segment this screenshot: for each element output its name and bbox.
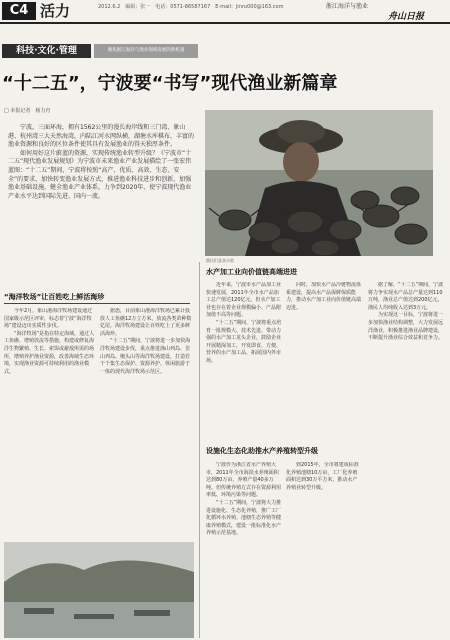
column-paragraph: 为实现这一目标，宁波将进一步加快渔业结构调整，大力发展远洋渔业，积极推进渔业品牌建设，不断提升渔业综合效益和竞争力。: [368, 312, 444, 342]
fisherman-photo: [205, 110, 433, 256]
article-column: [368, 282, 444, 638]
column-paragraph: “海洋牧场”是指在特定海域，通过人工鱼礁、增殖放流等措施，构建或修复海洋生物繁殖、生长、索饵或避敌所需的场所，增殖养护渔业资源，改善海域生态环境，实现渔业资源可持续利用的渔业模式。: [4, 330, 95, 375]
lead-paragraph: 宁波，三面环海，拥有1562公里的漫长海岸线和三门湾、象山港、杭州湾三大天然海湾，内陆江河水网纵横，湖塘水库棋布，丰富的渔业资源和良好的区位条件使其具有发展渔业的得天独厚条件。: [8, 124, 195, 149]
section-title: 水产加工业向价值链高端进进: [206, 268, 297, 276]
coast-photo: [4, 542, 194, 638]
column-paragraph: 近年来，宁波市水产品加工业快速发展，2011年全市水产品加工总产值达120亿元。但水产加工业也存在着企业规模偏小、产品附加值不高等问题。: [206, 282, 282, 319]
article-column: [206, 282, 282, 442]
section-name: 活力: [40, 2, 71, 20]
column-paragraph: “十二五”期间，宁波将大力推进设施化、生态化养殖，推广工厂化循环水养殖、池塘生态养殖等健康养殖模式，建设一批标准化水产养殖示范基地。: [206, 499, 282, 537]
column-paragraph: 据悉，目前象山港海洋牧场已累计投放人工鱼礁12万立方米，放流各类苗种数亿尾。海洋牧场建设让百姓吃上了更多鲜活海珍。: [100, 308, 192, 337]
column-paragraph: 同时，加快水产品冷链物流体系建设，提高水产品保鲜保质能力，推动水产加工业向价值链高端迈进。: [286, 282, 362, 311]
byline: □ 本报记者 杨力舟: [4, 108, 51, 114]
lead-paragraph: 如何用好这片蔚蓝的资源，实现传统渔业转型升级？《宁波市“十二五”现代渔业发展规划》为宁波市未来渔业产业发展描绘了一张宏伟蓝图：“十二五”期间，宁波将按照“高产、优质、高效、生态、安全”的要求，加快转变渔业发展方式，推进渔业科技进步和创新，加强渔业基础设施，健全渔业产业体系，力争到2020年，使宁波现代渔业产业水平达到国际先进、国内一流。: [8, 149, 192, 200]
headline: “十二五”，宁波要“书写”现代渔业新篇章: [2, 73, 338, 94]
column-paragraph: 今年2月，象山港海洋牧场建设通过国家级示范区评审，标志着宁波“海洋牧场”建设迈出实质性步伐。: [4, 308, 93, 330]
article-column: [4, 308, 96, 540]
column-paragraph: “十二五”期间，宁波将进一步加快海洋牧场建设步伐，重点推进渔山列岛、韭山列岛、檀头山等海洋牧场建设，打造若干个集生态保护、资源养护、休闲旅游于一体的现代海洋牧场示范区。: [100, 338, 191, 375]
column-paragraph: 据了解，“十二五”期间，宁波将力争实现水产品总产量达到110万吨，渔业总产值达到200亿元，渔民人均纯收入达到3万元。: [368, 282, 444, 311]
photo-caption: 渔民们喜获丰收: [206, 258, 234, 263]
section-title: 设施化生态化助推水产养殖转型升级: [206, 447, 318, 455]
section-title: “海洋牧场”让百姓吃上鲜活海珍: [4, 292, 190, 304]
header-meta: 2012.6.2 编辑：张一 电话：0571-86587167 E-mail：jinru000@163.com: [98, 4, 284, 10]
topic-sub: 聚焦浙江海洋与渔业领域发展的新机遇: [94, 44, 198, 58]
paper-logo: 舟山日报: [388, 12, 425, 22]
article-column: [100, 308, 194, 540]
page-number: C4: [2, 2, 36, 20]
edition-name: 浙江海洋与渔业: [326, 3, 369, 10]
article-column: [206, 462, 282, 638]
column-paragraph: 宁波作为浙江省水产养殖大市，2011年全市海淡水养殖面积达到80万亩，养殖产量40多万吨。但传统养殖方式存在资源利用率低、环境污染等问题。: [206, 462, 282, 499]
topic-label: 科技·文化·管理: [2, 44, 91, 58]
article-column: [286, 462, 362, 638]
lead-article: [8, 124, 194, 201]
article-column: [286, 282, 362, 442]
header-rule: [0, 22, 450, 24]
column-paragraph: “十二五”期间，宁波将重点培育一批规模大、技术先进、带动力强的水产加工龙头企业，鼓励企业开展精深加工，开发即食、方便、营养的水产加工品，拓展国内外市场。: [206, 319, 282, 364]
column-divider: [199, 262, 200, 638]
column-paragraph: 到2015年，全市将建成标准化养殖池塘10万亩，工厂化养殖面积达到30万平方米，推动水产养殖业转型升级。: [286, 462, 359, 491]
